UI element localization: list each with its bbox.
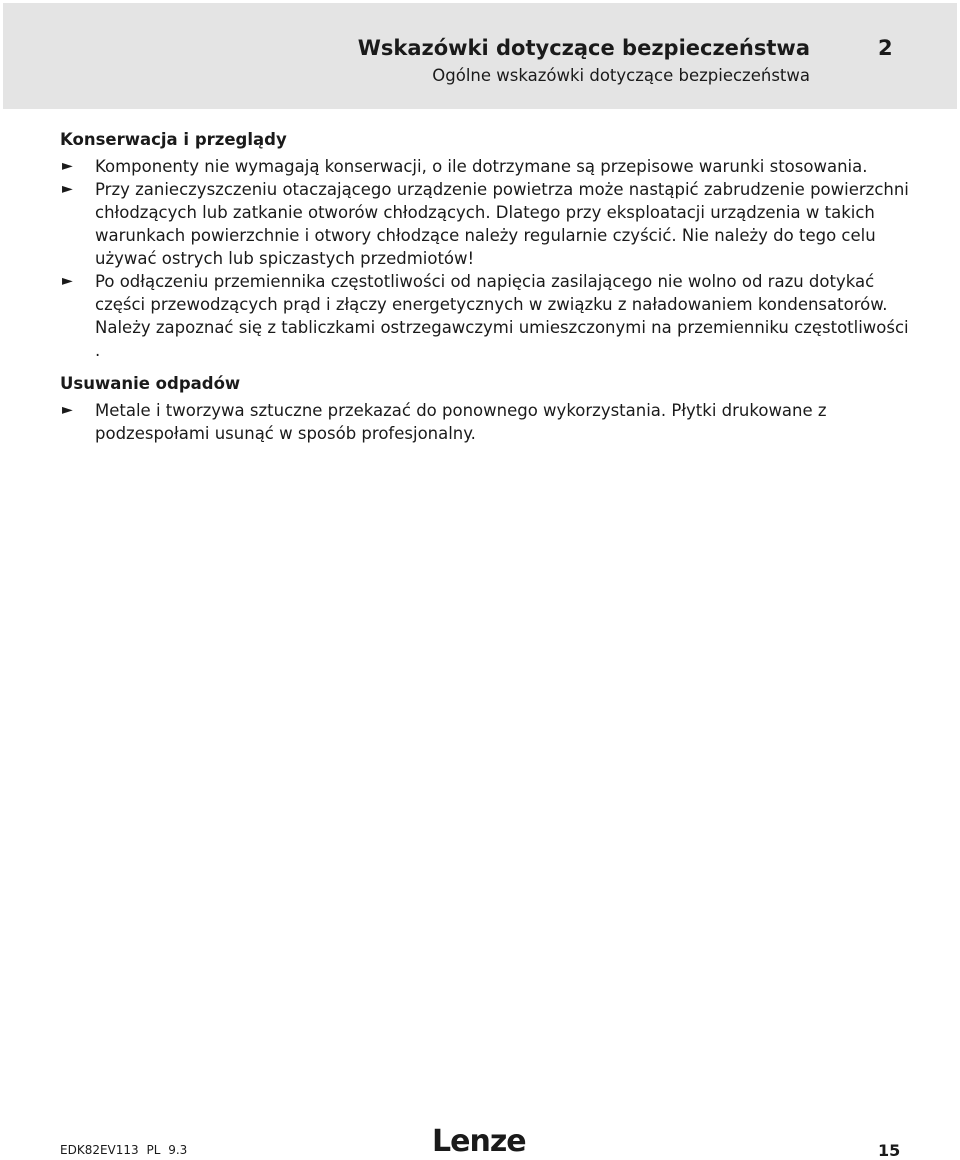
section-subtitle: Ogólne wskazówki dotyczące bezpieczeństwa (432, 66, 810, 85)
page-content (60, 128, 910, 445)
maintenance-list (60, 155, 910, 362)
list-item (60, 155, 910, 178)
right-pointing-triangle-icon: ► (62, 181, 73, 197)
right-pointing-triangle-icon: ► (62, 158, 73, 174)
page-number: 15 (878, 1141, 901, 1160)
right-pointing-triangle-icon: ► (62, 273, 73, 289)
document-code: EDK82EV113 PL 9.3 (60, 1143, 188, 1157)
lenze-logo: Lenze (432, 1124, 526, 1159)
disposal-list (60, 399, 910, 445)
chapter-title: Wskazówki dotyczące bezpieczeństwa (357, 36, 810, 60)
section-heading-maintenance: Konserwacja i przeglądy (60, 130, 287, 149)
right-pointing-triangle-icon: ► (62, 402, 73, 418)
section-heading-disposal: Usuwanie odpadów (60, 374, 241, 393)
list-item (60, 270, 910, 362)
list-item (60, 178, 910, 270)
list-item-text: Po odłączeniu przemiennika częstotliwości od napięcia zasilającego nie wolno od razu dotykać części przewodzących prąd i złączy energetycznych w związku z naładowaniem kondensatorów. Należy zapoznać się z tabliczkami ostrzegawczymi umieszczonymi na przemienniku częstotliwości . (95, 272, 909, 360)
list-item-text: Przy zanieczyszczeniu otaczającego urządzenie powietrza może nastąpić zabrudzenie powierzchni chłodzących lub zatkanie otworów chłodzących. Dlatego przy eksploatacji urządzenia w takich warunkach powierzchnie i otwory chłodzące należy regularnie czyścić. Nie należy do tego celu używać ostrych lub spiczastych przedmiotów! (95, 180, 909, 268)
list-item-text: Komponenty nie wymagają konserwacji, o ile dotrzymane są przepisowe warunki stosowania. (95, 157, 868, 176)
list-item-text: Metale i tworzywa sztuczne przekazać do ponownego wykorzystania. Płytki drukowane z podzespołami usunąć w sposób profesjonalny. (95, 401, 827, 443)
list-item (60, 399, 910, 445)
chapter-number: 2 (878, 36, 893, 60)
